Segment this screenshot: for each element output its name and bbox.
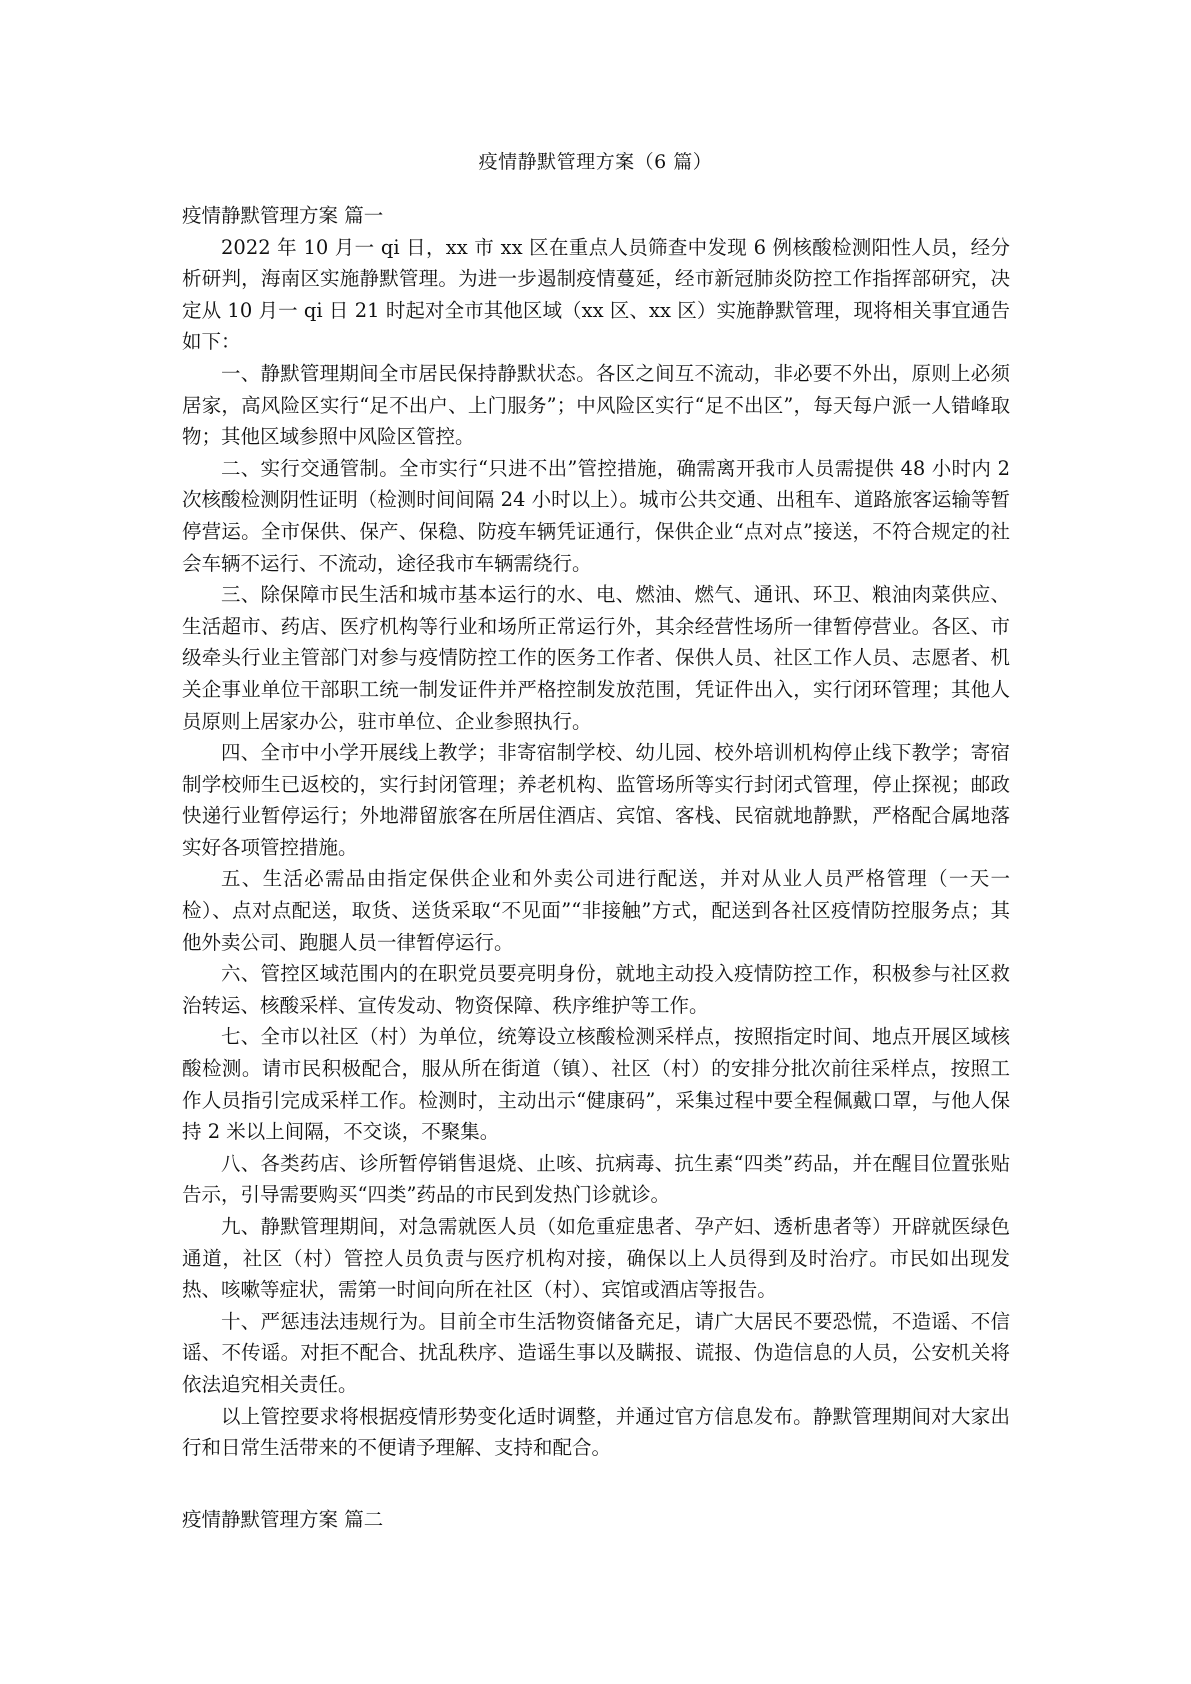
paragraph-item-2: 二、实行交通管制。全市实行“只进不出”管控措施，确需离开我市人员需提供 48 小时内 2 次核酸检测阴性证明（检测时间间隔 24 小时以上）。城市公共交通、出租车、道路旅客运输等暂停营运。全市保供、保产、保稳、防疫车辆凭证通行，保供企业“点对点”接送，不符合规定的社会车辆不运行、不流动，途径我市车辆需绕行。 bbox=[182, 456, 1010, 575]
paragraph-item-6: 六、管控区域范围内的在职党员要亮明身份，就地主动投入疫情防控工作，积极参与社区救治转运、核酸采样、宣传发动、物资保障、秩序维护等工作。 bbox=[182, 962, 1010, 1017]
paragraph-intro: 2022 年 10 月一 qi 日，xx 市 xx 区在重点人员筛查中发现 6 例核酸检测阳性人员，经分析研判，海南区实施静默管理。为进一步遏制疫情蔓延，经市新冠肺炎防控工作指挥部研究，决定从 10 月一 qi 日 21 时起对全市其他区域（xx 区、xx 区）实施静默管理，现将相关事宜通告如下： bbox=[182, 235, 1010, 354]
section-spacer bbox=[182, 1464, 1010, 1504]
paragraph-closing: 以上管控要求将根据疫情形势变化适时调整，并通过官方信息发布。静默管理期间对大家出行和日常生活带来的不便请予理解、支持和配合。 bbox=[182, 1404, 1010, 1460]
paragraph-item-1: 一、静默管理期间全市居民保持静默状态。各区之间互不流动，非必要不外出，原则上必须居家，高风险区实行“足不出户、上门服务”；中风险区实行“足不出区”，每天每户派一人错峰取物；其他区域参照中风险区管控。 bbox=[182, 361, 1010, 449]
paragraph-item-9: 九、静默管理期间，对急需就医人员（如危重症患者、孕产妇、透析患者等）开辟就医绿色通道，社区（村）管控人员负责与医疗机构对接，确保以上人员得到及时治疗。市民如出现发热、咳嗽等症状，需第一时间向所在社区（村）、宾馆或酒店等报告。 bbox=[182, 1215, 1010, 1302]
document-body bbox=[182, 200, 1010, 1535]
paragraph-item-3: 三、除保障市民生活和城市基本运行的水、电、燃油、燃气、通讯、环卫、粮油肉菜供应、生活超市、药店、医疗机构等行业和场所正常运行外，其余经营性场所一律暂停营业。各区、市级牵头行业主管部门对参与疫情防控工作的医务工作者、保供人员、社区工作人员、志愿者、机关企事业单位干部职工统一制发证件并严格控制发放范围，凭证件出入，实行闭环管理；其他人员原则上居家办公，驻市单位、企业参照执行。 bbox=[182, 583, 1010, 733]
section-heading-1: 疫情静默管理方案 篇一 bbox=[182, 204, 384, 227]
paragraph-item-8: 八、各类药店、诊所暂停销售退烧、止咳、抗病毒、抗生素“四类”药品，并在醒目位置张贴告示，引导需要购买“四类”药品的市民到发热门诊就诊。 bbox=[182, 1151, 1010, 1207]
section-heading-2: 疫情静默管理方案 篇二 bbox=[182, 1507, 384, 1531]
document-title: 疫情静默管理方案（6 篇） bbox=[478, 151, 713, 173]
paragraph-item-10: 十、严惩违法违规行为。目前全市生活物资储备充足，请广大居民不要恐慌，不造谣、不信谣、不传谣。对拒不配合、扰乱秩序、造谣生事以及瞒报、谎报、伪造信息的人员，公安机关将依法追究相关责任。 bbox=[182, 1309, 1010, 1396]
paragraph-item-5: 五、生活必需品由指定保供企业和外卖公司进行配送，并对从业人员严格管理（一天一检）、点对点配送，取货、送货采取“不见面”“非接触”方式，配送到各社区疫情防控服务点；其他外卖公司、跑腿人员一律暂停运行。 bbox=[182, 867, 1010, 954]
paragraph-item-7: 七、全市以社区（村）为单位，统筹设立核酸检测采样点，按照指定时间、地点开展区域核酸检测。请市民积极配合，服从所在街道（镇）、社区（村）的安排分批次前往采样点，按照工作人员指引完成采样工作。检测时，主动出示“健康码”，采集过程中要全程佩戴口罩，与他人保持 2 米以上间隔，不交谈，不聚集。 bbox=[182, 1025, 1010, 1144]
paragraph-item-4: 四、全市中小学开展线上教学；非寄宿制学校、幼儿园、校外培训机构停止线下教学；寄宿制学校师生已返校的，实行封闭管理；养老机构、监管场所等实行封闭式管理，停止探视；邮政快递行业暂停运行；外地滞留旅客在所居住酒店、宾馆、客栈、民宿就地静默，严格配合属地落实好各项管控措施。 bbox=[182, 741, 1010, 859]
